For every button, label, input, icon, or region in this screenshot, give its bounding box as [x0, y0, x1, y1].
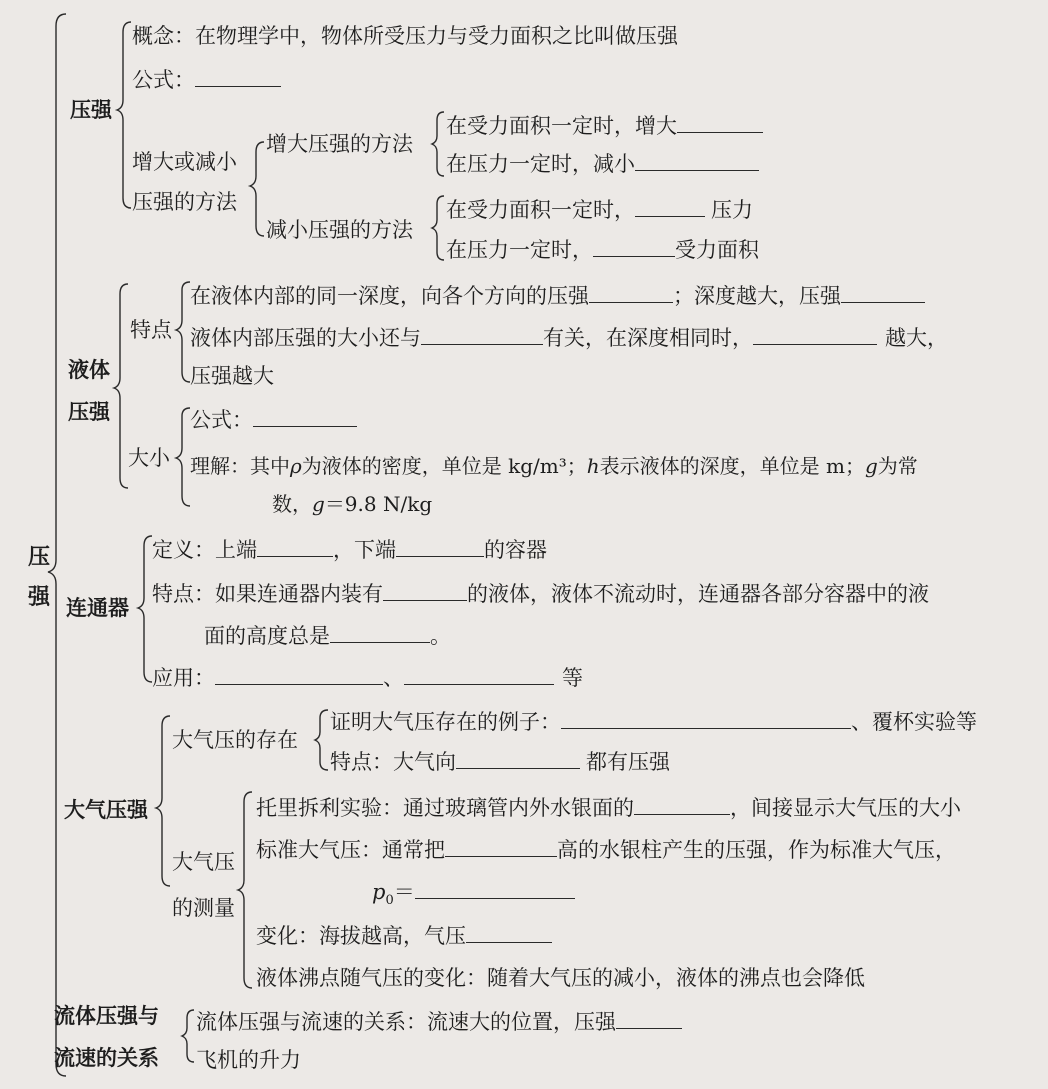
connector-definition-c: 的容器: [484, 538, 547, 562]
liquid-feature-1-blank-a[interactable]: [589, 284, 673, 303]
p0-symbol: p: [372, 880, 386, 904]
decrease-methods-label: 减小压强的方法: [266, 218, 413, 242]
connector-definition-b: ，下端: [333, 538, 396, 562]
decrease-method-2: [446, 236, 759, 264]
connector-feature: [152, 580, 929, 608]
increase-method-2: [446, 150, 759, 178]
torricelli-experiment: [256, 794, 961, 822]
liquid-features-brace: [176, 282, 190, 382]
connector-feature-d: 。: [430, 624, 451, 648]
liquid-explanation-f: ＝9.8 N/kg: [324, 492, 433, 516]
standard-pressure-b: 高的水银柱产生的压强，作为标准大气压，: [557, 838, 956, 862]
pressure-change: [256, 922, 552, 950]
p0-blank[interactable]: [415, 880, 575, 899]
rho-symbol: ρ: [290, 454, 302, 478]
fluid-brace: [182, 1010, 194, 1062]
liquid-feature-1-mid: ；深度越大，压强: [673, 284, 841, 308]
connector-feature-blank-b[interactable]: [330, 624, 430, 643]
increase-method-2-text: 在压力一定时，减小: [446, 152, 635, 176]
measurement-label-line1: 大气压: [172, 850, 235, 874]
decrease-method-1-blank[interactable]: [635, 198, 705, 217]
liquid-formula: [190, 406, 357, 434]
p0-equals: ＝: [393, 880, 415, 904]
pressure-change-blank[interactable]: [466, 924, 552, 943]
liquid-feature-2-blank-b[interactable]: [753, 326, 877, 345]
atmosphere-feature: [330, 748, 670, 776]
pressure-concept: 概念：在物理学中，物体所受压力与受力面积之比叫做压强: [132, 24, 678, 48]
methods-brace: [250, 142, 264, 236]
p0-subscript: 0: [385, 893, 394, 909]
fluid-title-line2: 流速的关系: [54, 1046, 159, 1070]
standard-pressure-blank[interactable]: [445, 838, 557, 857]
increase-brace: [432, 112, 444, 176]
connector-application-a: 应用：: [152, 666, 215, 690]
connector-feature-b: 的液体，液体不流动时，连通器各部分容器中的液: [467, 582, 929, 606]
liquid-feature-2-blank-a[interactable]: [421, 326, 543, 345]
root-brace: [48, 14, 66, 1076]
decrease-method-2-blank[interactable]: [593, 238, 675, 257]
atmosphere-proof-blank[interactable]: [561, 710, 851, 729]
decrease-method-2-text: 在压力一定时，: [446, 238, 593, 262]
measurement-label-line2: 的测量: [172, 896, 235, 920]
connector-definition-blank-a[interactable]: [257, 538, 333, 557]
fluid-relation-blank[interactable]: [616, 1010, 682, 1029]
pressure-change-text: 变化：海拔越高，气压: [256, 924, 466, 948]
liquid-feature-2-text: 液体内部压强的大小还与: [190, 326, 421, 350]
connector-application-c: 等: [562, 666, 583, 690]
pressure-formula: [132, 66, 281, 94]
atmosphere-proof-a: 证明大气压存在的例子：: [330, 710, 561, 734]
connector-definition: [152, 536, 547, 564]
liquid-explanation-a: 理解：其中: [190, 454, 290, 478]
h-symbol: h: [586, 454, 600, 478]
liquid-feature-1: [190, 282, 925, 310]
liquid-feature-2-end: 越大，: [885, 326, 948, 350]
connector-application-b: 、: [383, 666, 404, 690]
liquid-features-label: 特点: [130, 318, 172, 342]
liquid-size-label: 大小: [128, 446, 170, 470]
liquid-feature-3: 压强越大: [190, 364, 274, 388]
liquid-title-line2: 压强: [68, 400, 110, 424]
increase-method-1-text: 在受力面积一定时，增大: [446, 114, 677, 138]
torricelli-experiment-a: 托里拆利实验：通过玻璃管内外水银面的: [256, 796, 634, 820]
atmosphere-proof: [330, 708, 977, 736]
connector-definition-a: 定义：上端: [152, 538, 257, 562]
atmosphere-brace: [156, 716, 170, 886]
liquid-brace: [114, 284, 128, 488]
p0-formula: [372, 878, 575, 915]
liquid-explanation-line2: [272, 490, 432, 518]
liquid-explanation-b: 为液体的密度，单位是 kg/m³；: [301, 454, 587, 478]
atmosphere-title: 大气压强: [64, 798, 148, 822]
existence-brace: [315, 710, 328, 770]
atmosphere-feature-a: 特点：大气向: [330, 750, 456, 774]
liquid-feature-1-blank-b[interactable]: [841, 284, 925, 303]
decrease-method-2-suffix: 受力面积: [675, 238, 759, 262]
decrease-brace: [432, 196, 444, 260]
g-symbol: g: [864, 454, 878, 478]
root-title-char-1: 压: [28, 545, 51, 570]
pressure-formula-label: 公式：: [132, 68, 195, 92]
atmosphere-existence-label: 大气压的存在: [172, 728, 298, 752]
liquid-feature-2-mid: 有关，在深度相同时，: [543, 326, 753, 350]
liquid-formula-label: 公式：: [190, 408, 253, 432]
liquid-explanation-c: 表示液体的深度，单位是 m；: [599, 454, 865, 478]
boiling-point-change: 液体沸点随气压的变化：随着大气压的减小，液体的沸点也会降低: [256, 966, 865, 990]
connector-application-blank-b[interactable]: [404, 666, 554, 685]
connector-feature-a: 特点：如果连通器内装有: [152, 582, 383, 606]
decrease-method-1-text: 在受力面积一定时，: [446, 198, 635, 222]
atmosphere-proof-b: 、覆杯实验等: [851, 710, 977, 734]
liquid-size-brace: [176, 408, 190, 506]
decrease-method-1: [446, 196, 753, 224]
atmosphere-feature-b: 都有压强: [586, 750, 670, 774]
liquid-formula-blank[interactable]: [253, 408, 357, 427]
liquid-feature-2: [190, 324, 948, 352]
connector-application: [152, 664, 583, 692]
fluid-relation: [196, 1008, 682, 1036]
root-title-char-2: 强: [28, 585, 51, 610]
increase-methods-label: 增大压强的方法: [266, 132, 413, 156]
fluid-lift: 飞机的升力: [196, 1048, 301, 1072]
increase-method-2-blank[interactable]: [635, 152, 759, 171]
pressure-brace: [117, 22, 131, 208]
methods-label-line1: 增大或减小: [132, 150, 237, 174]
atmosphere-feature-blank[interactable]: [456, 750, 580, 769]
pressure-formula-blank[interactable]: [195, 68, 281, 87]
connector-application-blank-a[interactable]: [215, 666, 383, 685]
liquid-explanation: [190, 452, 918, 480]
liquid-explanation-e: 数，: [272, 492, 312, 516]
increase-method-1: [446, 112, 763, 140]
standard-pressure: [256, 836, 956, 864]
liquid-feature-1-text: 在液体内部的同一深度，向各个方向的压强: [190, 284, 589, 308]
connector-feature-blank-a[interactable]: [383, 582, 467, 601]
increase-method-1-blank[interactable]: [677, 114, 763, 133]
measurement-brace: [238, 792, 252, 988]
methods-label-line2: 压强的方法: [132, 190, 237, 214]
g-symbol-2: g: [312, 492, 325, 516]
decrease-method-1-suffix: 压力: [711, 198, 753, 222]
liquid-title-line1: 液体: [68, 358, 110, 382]
connector-feature-c: 面的高度总是: [204, 624, 330, 648]
torricelli-experiment-blank[interactable]: [634, 796, 730, 815]
connector-definition-blank-b[interactable]: [396, 538, 484, 557]
liquid-explanation-d: 为常: [877, 454, 918, 478]
standard-pressure-a: 标准大气压：通常把: [256, 838, 445, 862]
connector-title: 连通器: [66, 596, 129, 620]
pressure-title: 压强: [70, 98, 112, 122]
torricelli-experiment-b: ，间接显示大气压的大小: [730, 796, 961, 820]
fluid-relation-text: 流体压强与流速的关系：流速大的位置，压强: [196, 1010, 616, 1034]
connector-brace: [138, 536, 152, 682]
fluid-title-line1: 流体压强与: [54, 1004, 159, 1028]
connector-feature-line2: [204, 622, 451, 650]
